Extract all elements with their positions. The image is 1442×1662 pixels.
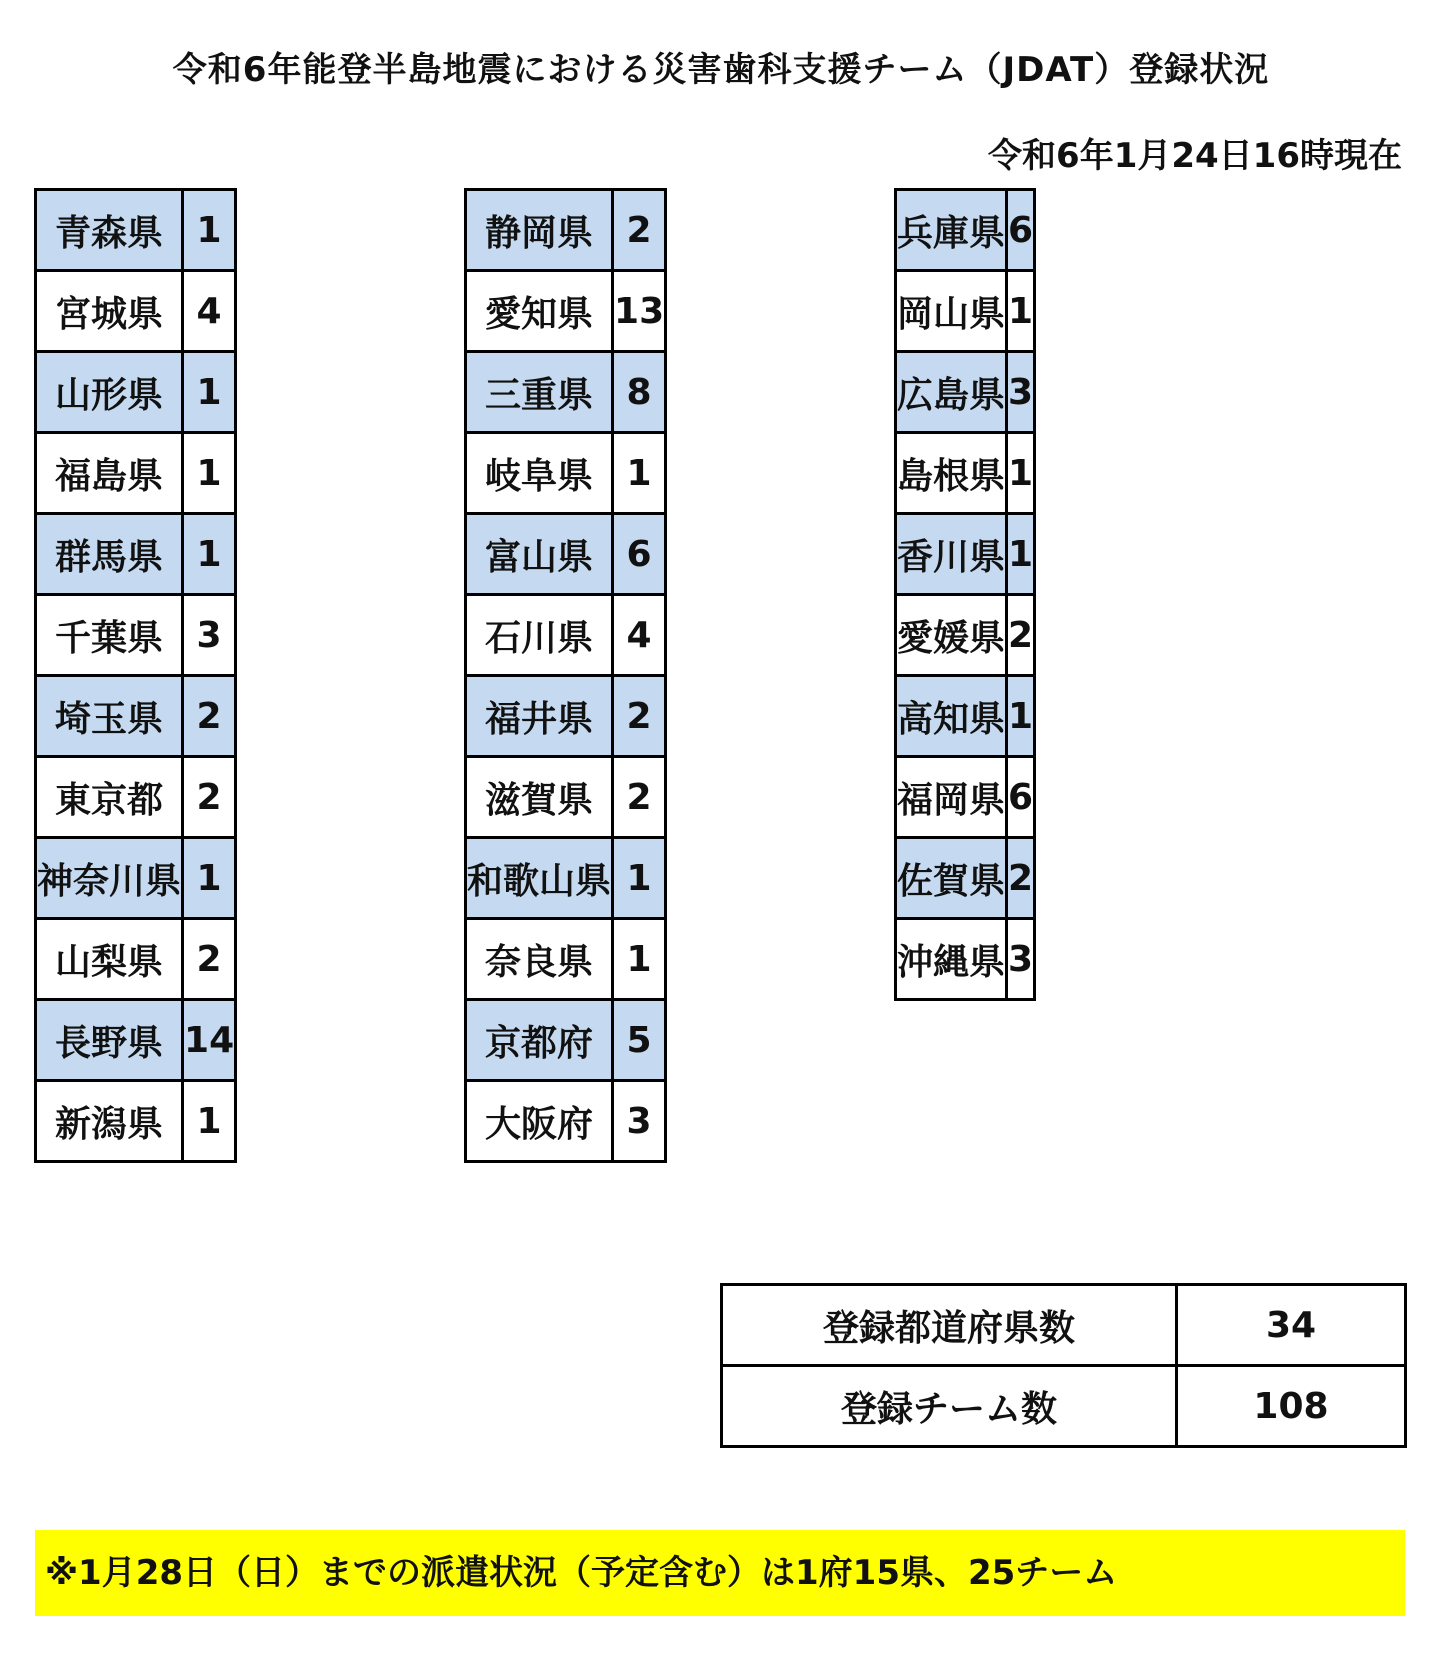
team-count: 3 [613,1081,666,1162]
prefecture-name: 石川県 [466,595,613,676]
table-row [36,1081,236,1162]
prefecture-name: 三重県 [466,352,613,433]
summary-team-label: 登録チーム数 [722,1366,1177,1447]
table-row [36,1000,236,1081]
prefecture-name: 奈良県 [466,919,613,1000]
table-row [466,676,666,757]
team-count: 4 [613,595,666,676]
as-of-date: 令和6年1月24日16時現在 [988,136,1402,176]
prefecture-name: 沖縄県 [896,919,1007,1000]
pref-table-col-2 [464,188,667,1163]
pref-table-col-1 [34,188,237,1163]
prefecture-name: 大阪府 [466,1081,613,1162]
table-row [896,514,1035,595]
team-count: 1 [183,1081,236,1162]
table-row [466,352,666,433]
table-row [36,190,236,271]
table-row [36,757,236,838]
team-count: 2 [1007,838,1035,919]
team-count: 2 [613,757,666,838]
prefecture-name: 佐賀県 [896,838,1007,919]
prefecture-name: 千葉県 [36,595,183,676]
summary-table [720,1283,1407,1448]
team-count: 1 [1007,514,1035,595]
team-count: 3 [1007,352,1035,433]
table-row [896,190,1035,271]
page-title: 令和6年能登半島地震における災害歯科支援チーム（JDAT）登録状況 [172,50,1270,90]
prefecture-name: 広島県 [896,352,1007,433]
team-count: 1 [183,433,236,514]
team-count: 1 [183,190,236,271]
prefecture-name: 滋賀県 [466,757,613,838]
prefecture-name: 高知県 [896,676,1007,757]
team-count: 2 [183,919,236,1000]
team-count: 5 [613,1000,666,1081]
table-row [36,595,236,676]
summary-pref-value: 34 [1177,1285,1406,1366]
prefecture-name: 香川県 [896,514,1007,595]
team-count: 2 [183,676,236,757]
prefecture-name: 東京都 [36,757,183,838]
table-row [466,838,666,919]
prefecture-name: 愛媛県 [896,595,1007,676]
table-row [466,433,666,514]
prefecture-name: 福井県 [466,676,613,757]
table-row [896,595,1035,676]
prefecture-name: 岡山県 [896,271,1007,352]
table-row [896,919,1035,1000]
team-count: 2 [613,190,666,271]
summary-row-prefs [722,1285,1406,1366]
prefecture-name: 富山県 [466,514,613,595]
prefecture-name: 長野県 [36,1000,183,1081]
prefecture-name: 和歌山県 [466,838,613,919]
table-row [896,352,1035,433]
team-count: 2 [1007,595,1035,676]
prefecture-name: 岐阜県 [466,433,613,514]
table-row [466,595,666,676]
team-count: 3 [183,595,236,676]
dispatch-note: ※1月28日（日）までの派遣状況（予定含む）は1府15県、25チーム [35,1530,1405,1616]
team-count: 1 [613,919,666,1000]
table-row [466,271,666,352]
table-row [896,676,1035,757]
team-count: 14 [183,1000,236,1081]
prefecture-name: 静岡県 [466,190,613,271]
table-row [466,919,666,1000]
table-row [466,190,666,271]
summary-pref-label: 登録都道府県数 [722,1285,1177,1366]
team-count: 1 [1007,271,1035,352]
prefecture-name: 愛知県 [466,271,613,352]
prefecture-name: 宮城県 [36,271,183,352]
table-row [36,676,236,757]
team-count: 6 [1007,190,1035,271]
prefecture-name: 群馬県 [36,514,183,595]
prefecture-name: 福島県 [36,433,183,514]
prefecture-name: 京都府 [466,1000,613,1081]
prefecture-name: 青森県 [36,190,183,271]
prefecture-name: 島根県 [896,433,1007,514]
team-count: 6 [613,514,666,595]
team-count: 6 [1007,757,1035,838]
prefecture-name: 兵庫県 [896,190,1007,271]
table-row [896,433,1035,514]
table-row [36,514,236,595]
team-count: 1 [1007,433,1035,514]
table-row [36,271,236,352]
prefecture-name: 山形県 [36,352,183,433]
table-row [466,1081,666,1162]
team-count: 1 [183,352,236,433]
table-row [36,838,236,919]
table-row [36,919,236,1000]
team-count: 1 [613,838,666,919]
table-row [466,1000,666,1081]
team-count: 1 [613,433,666,514]
table-row [36,433,236,514]
team-count: 4 [183,271,236,352]
pref-table-col-3 [894,188,1036,1001]
table-row [896,757,1035,838]
team-count: 8 [613,352,666,433]
table-row [466,757,666,838]
prefecture-name: 福岡県 [896,757,1007,838]
team-count: 13 [613,271,666,352]
prefecture-name: 山梨県 [36,919,183,1000]
prefecture-name: 新潟県 [36,1081,183,1162]
table-row [36,352,236,433]
summary-team-value: 108 [1177,1366,1406,1447]
prefecture-name: 神奈川県 [36,838,183,919]
summary-row-teams [722,1366,1406,1447]
table-row [466,514,666,595]
prefecture-name: 埼玉県 [36,676,183,757]
table-row [896,838,1035,919]
team-count: 1 [183,838,236,919]
team-count: 2 [613,676,666,757]
table-row [896,271,1035,352]
team-count: 1 [1007,676,1035,757]
team-count: 3 [1007,919,1035,1000]
team-count: 1 [183,514,236,595]
team-count: 2 [183,757,236,838]
